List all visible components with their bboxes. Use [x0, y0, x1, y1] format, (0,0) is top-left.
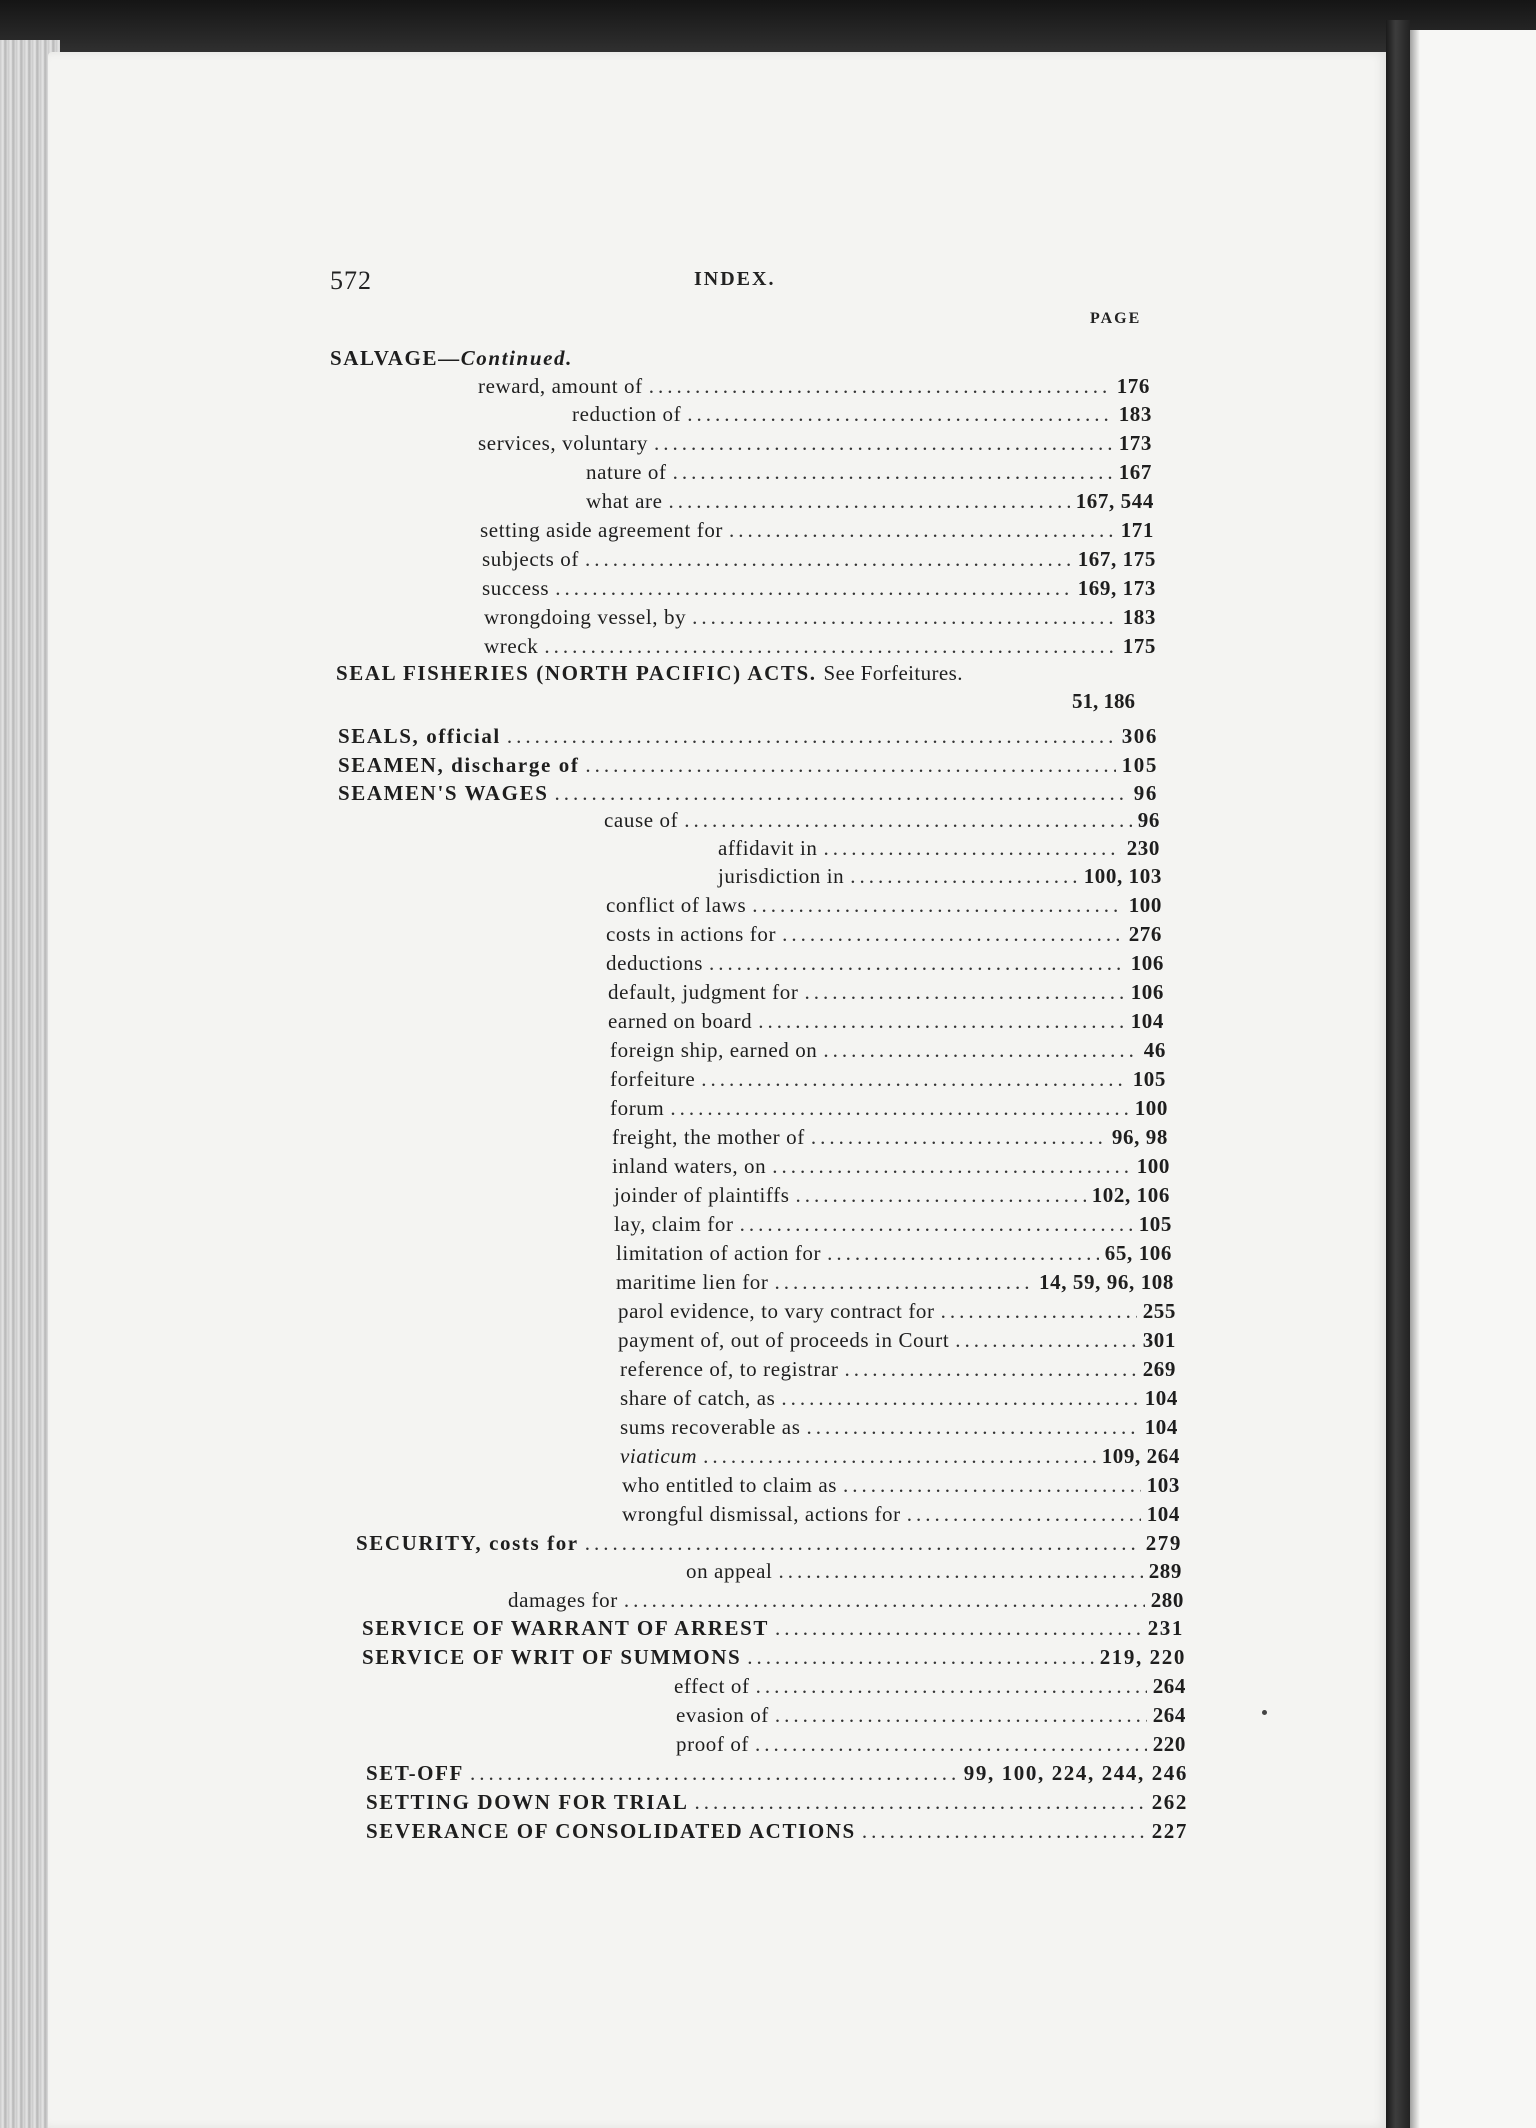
leader-dots — [843, 1473, 1141, 1498]
index-entry-main — [366, 1819, 1188, 1847]
entry-term: damages for — [508, 1588, 618, 1612]
entry-term: affidavit in — [718, 836, 818, 860]
index-subentry — [674, 1674, 1186, 1702]
entry-term: SERVICE OF WARRANT OF ARREST — [362, 1616, 769, 1640]
entry-term: who entitled to claim as — [622, 1473, 838, 1497]
leader-dots — [654, 431, 1113, 456]
index-subentry — [606, 922, 1162, 950]
entry-pages: 109, 264 — [1101, 1444, 1180, 1468]
entry-pages: 306 — [1121, 724, 1158, 748]
index-subentry — [604, 808, 1160, 836]
entry-pages: 103 — [1146, 1473, 1180, 1497]
leader-dots — [669, 489, 1070, 514]
index-subentry — [482, 576, 1156, 604]
entry-pages: 96, 98 — [1111, 1125, 1168, 1149]
entry-pages: 171 — [1120, 518, 1154, 542]
index-subentry — [478, 374, 1150, 402]
index-subentry — [610, 1096, 1168, 1124]
entry-pages: 100 — [1136, 1154, 1170, 1178]
entry-pages: 96 — [1137, 808, 1160, 832]
leader-dots — [775, 1703, 1147, 1728]
entry-pages: 100 — [1128, 893, 1162, 917]
entry-pages: 100 — [1134, 1096, 1168, 1120]
leader-dots — [544, 634, 1116, 659]
entry-term: forfeiture — [610, 1067, 696, 1091]
leader-dots — [804, 980, 1124, 1005]
index-subentry — [718, 864, 1162, 892]
leader-dots — [555, 781, 1128, 806]
entry-pages: 255 — [1142, 1299, 1176, 1323]
entry-pages: 51, 186 — [1072, 689, 1135, 713]
leader-dots — [941, 1299, 1137, 1324]
index-subentry — [676, 1732, 1186, 1760]
entry-term: setting aside agreement for — [480, 518, 724, 542]
entry-pages: 65, 106 — [1104, 1241, 1172, 1265]
entry-term: inland waters, on — [612, 1154, 767, 1178]
index-subentry — [606, 951, 1164, 979]
entry-term: cause of — [604, 808, 679, 832]
entry-term: default, judgment for — [608, 980, 799, 1004]
entry-term: SETTING DOWN FOR TRIAL — [366, 1790, 689, 1814]
index-subentry — [482, 547, 1156, 575]
index-entry-main — [362, 1645, 1186, 1673]
entry-term: lay, claim for — [614, 1212, 734, 1236]
entry-term: SEVERANCE OF CONSOLIDATED ACTIONS — [366, 1819, 856, 1843]
index-subentry — [608, 980, 1164, 1008]
leader-dots — [811, 1125, 1106, 1150]
entry-pages: 264 — [1152, 1703, 1186, 1727]
index-entry-main — [336, 661, 1156, 689]
leader-dots — [755, 1732, 1147, 1757]
index-subentry — [606, 893, 1162, 921]
index-entry-main — [356, 1531, 1182, 1559]
entry-pages: 231 — [1147, 1616, 1184, 1640]
entry-pages: 99, 100, 224, 244, 246 — [963, 1761, 1188, 1785]
entry-term: share of catch, as — [620, 1386, 776, 1410]
index-subentry — [618, 1328, 1176, 1356]
entry-term: subjects of — [482, 547, 579, 571]
index-subentry — [614, 1212, 1172, 1240]
entry-term: SEAMEN'S WAGES — [338, 781, 549, 805]
entry-term: foreign ship, earned on — [610, 1038, 818, 1062]
facing-page — [1410, 30, 1536, 2128]
leader-dots — [778, 1559, 1142, 1584]
entry-pages: 104 — [1144, 1415, 1178, 1439]
entry-pages: 102, 106 — [1091, 1183, 1170, 1207]
entry-term: on appeal — [686, 1559, 773, 1583]
index-subentry — [478, 431, 1152, 459]
leader-dots — [703, 1444, 1096, 1469]
leader-dots — [692, 605, 1117, 630]
index-entry-main — [338, 781, 1158, 809]
leader-dots — [807, 1415, 1139, 1440]
index-subentry — [616, 1270, 1174, 1298]
leader-dots — [752, 893, 1122, 918]
entry-term: evasion of — [676, 1703, 769, 1727]
entry-pages: 46 — [1143, 1038, 1166, 1062]
index-subentry — [612, 1154, 1170, 1182]
index-subentry — [610, 1038, 1166, 1066]
entry-term: SECURITY, costs for — [356, 1531, 579, 1555]
index-subentry — [620, 1415, 1178, 1443]
entry-pages: 279 — [1145, 1531, 1182, 1555]
entry-term: forum — [610, 1096, 665, 1120]
leader-dots — [782, 922, 1123, 947]
entry-pages: 167, 544 — [1075, 489, 1154, 513]
entry-term: maritime lien for — [616, 1270, 769, 1294]
page-column-label: PAGE — [1090, 310, 1142, 327]
entry-pages: 104 — [1130, 1009, 1164, 1033]
leader-dots — [555, 576, 1072, 601]
entry-term: payment of, out of proceeds in Court — [618, 1328, 950, 1352]
facing-page-shadow — [1410, 30, 1420, 2128]
book-gutter — [1386, 20, 1410, 2128]
entry-term: wrongdoing vessel, by — [484, 605, 687, 629]
leader-dots — [670, 1096, 1128, 1121]
index-subentry — [686, 1559, 1182, 1587]
entry-pages: 106 — [1130, 980, 1164, 1004]
index-entry-main — [362, 1616, 1184, 1644]
entry-pages: 104 — [1146, 1502, 1180, 1526]
leader-dots — [747, 1645, 1093, 1670]
leader-dots — [729, 518, 1115, 543]
leader-dots — [649, 374, 1111, 399]
entry-term-suffix: Continued. — [460, 346, 573, 370]
entry-pages: 269 — [1142, 1357, 1176, 1381]
entry-pages: 227 — [1151, 1819, 1188, 1843]
entry-pages: 219, 220 — [1099, 1645, 1186, 1669]
leader-dots — [758, 1009, 1124, 1034]
index-subentry — [620, 1444, 1180, 1472]
leader-dots — [694, 1790, 1145, 1815]
index-entry-main — [330, 346, 1150, 374]
entry-pages: 264 — [1152, 1674, 1186, 1698]
entry-term: reference of, to registrar — [620, 1357, 839, 1381]
leader-dots — [796, 1183, 1086, 1208]
leader-dots — [781, 1386, 1138, 1411]
entry-term: services, voluntary — [478, 431, 649, 455]
entry-term: proof of — [676, 1732, 750, 1756]
index-entry-main — [338, 724, 1158, 752]
entry-pages: 301 — [1142, 1328, 1176, 1352]
entry-term: conflict of laws — [606, 893, 747, 917]
entry-term: wreck — [484, 634, 539, 658]
entry-term: earned on board — [608, 1009, 753, 1033]
leader-dots — [673, 460, 1113, 485]
entry-pages: 167 — [1118, 460, 1152, 484]
leader-dots — [824, 836, 1121, 861]
index-subentry — [586, 460, 1152, 488]
entry-term: wrongful dismissal, actions for — [622, 1502, 901, 1526]
index-subentry — [484, 605, 1156, 633]
entry-term: SERVICE OF WRIT OF SUMMONS — [362, 1645, 742, 1669]
index-subentry — [480, 518, 1154, 546]
leader-dots — [687, 402, 1112, 427]
leader-dots — [823, 1038, 1137, 1063]
entry-term: limitation of action for — [616, 1241, 822, 1265]
index-entry-main — [338, 753, 1158, 781]
index-subentry — [612, 1125, 1168, 1153]
entry-term: SALVAGE— — [330, 346, 461, 370]
index-subentry — [610, 1067, 1166, 1095]
entry-pages: 105 — [1138, 1212, 1172, 1236]
leader-dots — [701, 1067, 1126, 1092]
entry-term: SEALS, official — [338, 724, 501, 748]
leader-dots — [624, 1588, 1145, 1613]
index-subentry — [508, 1588, 1184, 1616]
entry-pages: 183 — [1122, 605, 1156, 629]
entry-term: parol evidence, to vary contract for — [618, 1299, 935, 1323]
entry-term: deductions — [606, 951, 703, 975]
leader-dots — [756, 1674, 1147, 1699]
index-subentry — [718, 836, 1160, 864]
leader-dots — [862, 1819, 1146, 1844]
entry-pages: 167, 175 — [1077, 547, 1156, 571]
entry-pages: 276 — [1128, 922, 1162, 946]
index-subentry — [618, 1299, 1176, 1327]
index-entry-main — [366, 1761, 1188, 1789]
entry-pages: 106 — [1130, 951, 1164, 975]
entry-pages: 104 — [1144, 1386, 1178, 1410]
entry-pages: 280 — [1150, 1588, 1184, 1612]
leader-dots — [684, 808, 1132, 833]
entry-pages: 262 — [1151, 1790, 1188, 1814]
entry-term: nature of — [586, 460, 667, 484]
leader-dots — [709, 951, 1125, 976]
leader-dots — [907, 1502, 1141, 1527]
cross-reference: See Forfeitures. — [823, 661, 963, 685]
index-subentry — [622, 1502, 1180, 1530]
entry-pages: 289 — [1148, 1559, 1182, 1583]
entry-pages: 173 — [1118, 431, 1152, 455]
leader-dots — [585, 547, 1072, 572]
entry-pages: 183 — [1118, 402, 1152, 426]
entry-pages: 14, 59, 96, 108 — [1039, 1270, 1174, 1294]
leader-dots — [772, 1154, 1130, 1179]
entry-pages: 175 — [1122, 634, 1156, 658]
entry-term: SEAL FISHERIES (NORTH PACIFIC) ACTS. — [336, 661, 817, 685]
index-entry-main — [366, 1790, 1188, 1818]
entry-pages: 230 — [1126, 836, 1160, 860]
leader-dots — [507, 724, 1116, 749]
entry-pages: 96 — [1133, 781, 1158, 805]
entry-term: viaticum — [620, 1444, 698, 1468]
entry-pages: 100, 103 — [1083, 864, 1162, 888]
entry-pages: 176 — [1116, 374, 1150, 398]
leader-dots — [827, 1241, 1099, 1266]
leader-dots — [774, 1270, 1033, 1295]
index-subentry — [622, 1473, 1180, 1501]
index-subentry — [572, 402, 1152, 430]
leader-dots — [844, 1357, 1136, 1382]
index-subentry — [608, 1009, 1164, 1037]
entry-pages: 105 — [1132, 1067, 1166, 1091]
entry-pages: 220 — [1152, 1732, 1186, 1756]
page-number: 572 — [330, 266, 372, 295]
entry-term: sums recoverable as — [620, 1415, 801, 1439]
entry-term: joinder of plaintiffs — [614, 1183, 790, 1207]
entry-pages: 105 — [1121, 753, 1158, 777]
entry-term: what are — [586, 489, 663, 513]
entry-term: success — [482, 576, 550, 600]
leader-dots — [585, 1531, 1140, 1556]
index-subentry — [676, 1703, 1186, 1731]
entry-term: reward, amount of — [478, 374, 643, 398]
leader-dots — [775, 1616, 1142, 1641]
index-subentry — [484, 634, 1156, 662]
index-subentry — [620, 1357, 1176, 1385]
leader-dots — [740, 1212, 1133, 1237]
entry-term: freight, the mother of — [612, 1125, 805, 1149]
entry-term: effect of — [674, 1674, 750, 1698]
leader-dots — [585, 753, 1115, 778]
index-subentry — [586, 489, 1154, 517]
leader-dots — [850, 864, 1077, 889]
leader-dots — [470, 1761, 958, 1786]
entry-term: SEAMEN, discharge of — [338, 753, 580, 777]
entry-term: reduction of — [572, 402, 682, 426]
entry-term: SET-OFF — [366, 1761, 464, 1785]
index-subentry — [616, 1241, 1172, 1269]
running-head: INDEX. — [694, 268, 776, 290]
entry-pages: 169, 173 — [1077, 576, 1156, 600]
leader-dots — [955, 1328, 1136, 1353]
index-subentry — [620, 1386, 1178, 1414]
index-subentry — [614, 1183, 1170, 1211]
entry-term: jurisdiction in — [718, 864, 845, 888]
entry-term: costs in actions for — [606, 922, 777, 946]
